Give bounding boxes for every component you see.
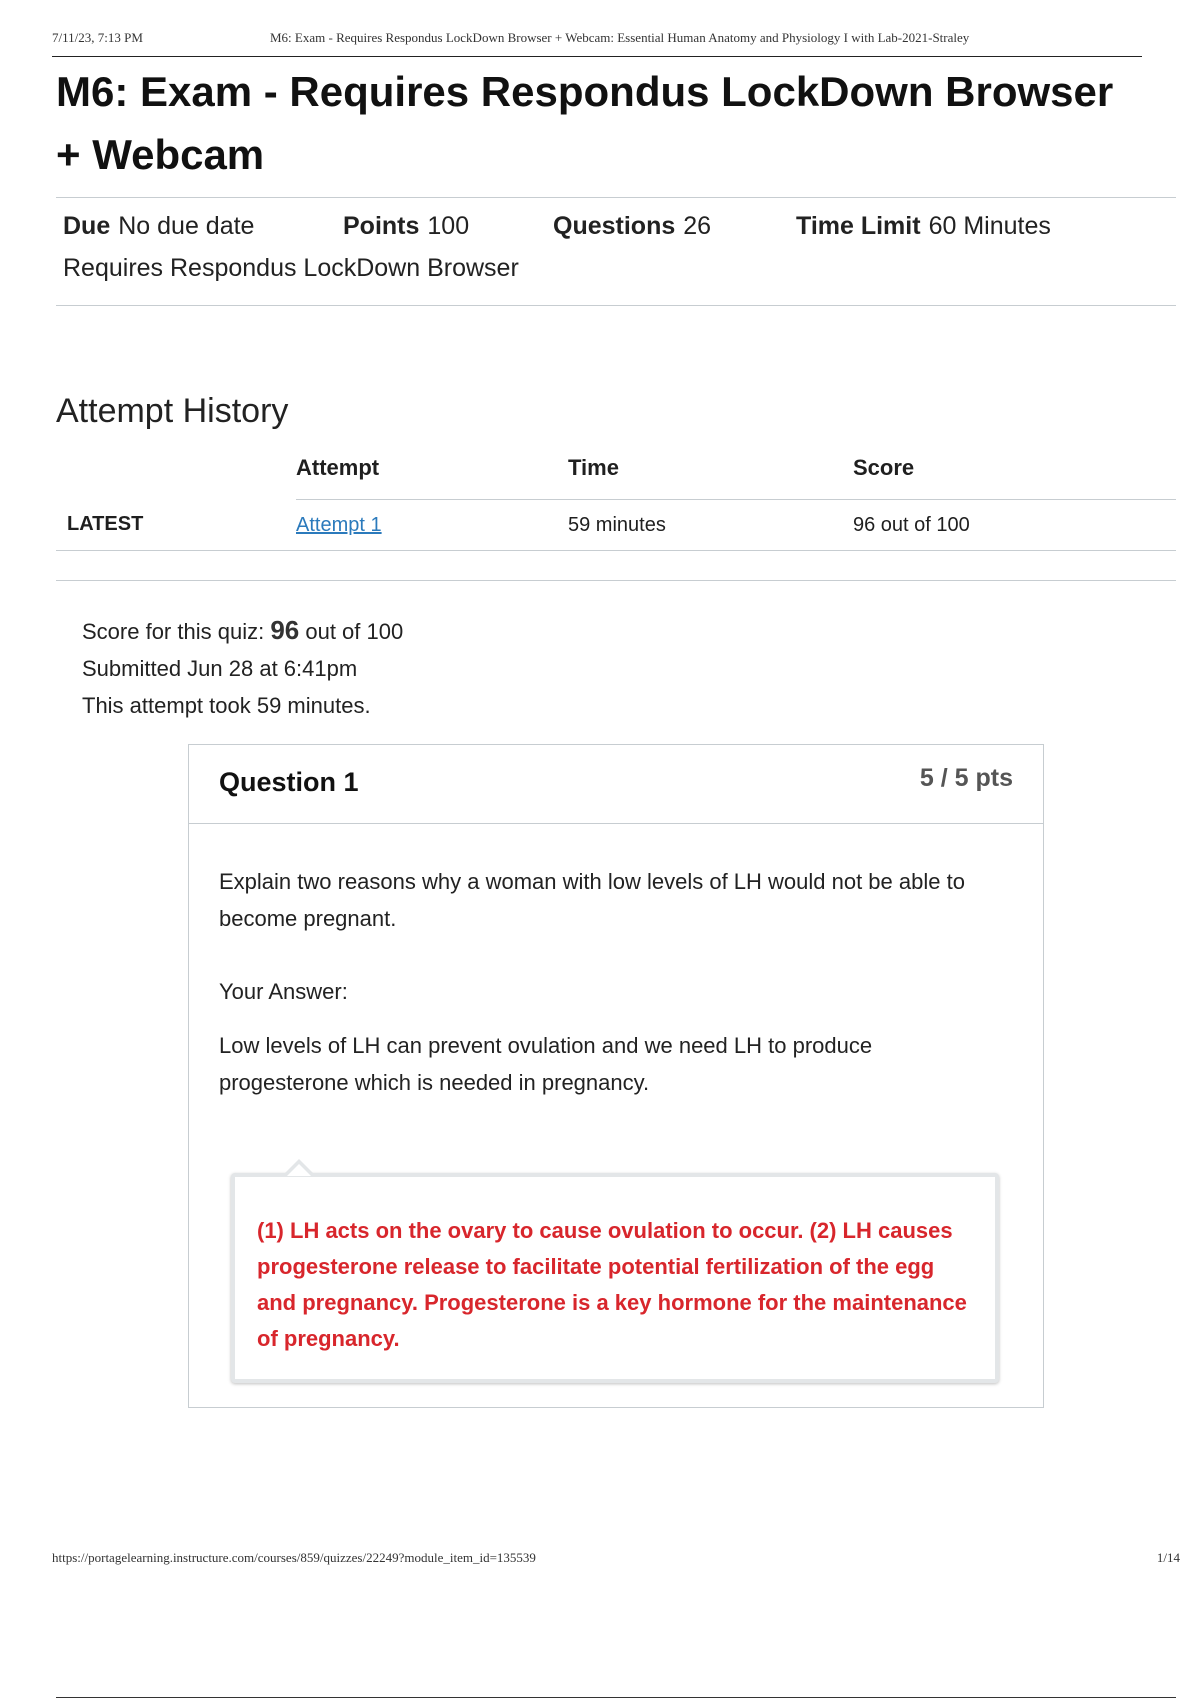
meta-divider bbox=[56, 305, 1176, 306]
meta-questions-value: 26 bbox=[683, 212, 712, 240]
meta-time-limit bbox=[796, 212, 1051, 241]
table-row bbox=[56, 500, 1176, 551]
question-text: Explain two reasons why a woman with low levels of LH would not be able to become pregnant. bbox=[219, 869, 965, 931]
column-header-attempt: Attempt bbox=[296, 455, 568, 500]
print-page-number: 1/14 bbox=[1156, 1550, 1180, 1565]
column-header-score: Score bbox=[853, 455, 1176, 500]
question-card bbox=[188, 744, 1044, 1408]
submitted-line: Submitted Jun 28 at 6:41pm bbox=[82, 656, 358, 681]
question-points: 5 / 5 pts bbox=[919, 764, 1013, 792]
print-doc-title: M6: Exam - Requires Respondus LockDown Browser + Webcam: Essential Human Anatomy and Physiology I with Lab-2021-Straley bbox=[270, 30, 970, 45]
print-date: 7/11/23, 7:13 PM bbox=[52, 30, 143, 45]
bottom-divider bbox=[56, 1697, 1176, 1698]
meta-points bbox=[343, 212, 469, 241]
attempt-time: 59 minutes bbox=[568, 500, 853, 551]
feedback-text: (1) LH acts on the ovary to cause ovulation to occur. (2) LH causes progesterone release to facilitate potential fertilization of the egg and pregnancy. Progesterone is a key hormone for the maintenance of pregnancy. bbox=[257, 1218, 967, 1351]
meta-points-value: 100 bbox=[427, 212, 470, 240]
title-divider bbox=[56, 197, 1176, 198]
attempt-status-latest: LATEST bbox=[56, 500, 296, 551]
meta-time-limit-value: 60 Minutes bbox=[928, 212, 1051, 240]
attempt-score: 96 out of 100 bbox=[853, 500, 1176, 551]
meta-questions bbox=[553, 212, 711, 241]
header-divider bbox=[52, 56, 1142, 57]
attempt-history-header-row bbox=[56, 455, 1176, 500]
feedback-caret-icon bbox=[283, 1159, 315, 1175]
duration-line: This attempt took 59 minutes. bbox=[82, 693, 371, 718]
page-title bbox=[56, 60, 1166, 186]
meta-time-limit-label: Time Limit bbox=[796, 212, 921, 240]
score-value: 96 bbox=[270, 615, 300, 645]
feedback-box bbox=[231, 1173, 999, 1383]
meta-points-label: Points bbox=[343, 212, 420, 240]
quiz-summary bbox=[82, 612, 403, 724]
attempt-history-heading: Attempt History bbox=[56, 392, 289, 430]
attempt-cell bbox=[296, 500, 568, 551]
score-prefix: Score for this quiz: bbox=[82, 619, 265, 644]
question-header bbox=[189, 745, 1043, 824]
answer-text: Low levels of LH can prevent ovulation and we need LH to produce progesterone which is needed in pregnancy. bbox=[219, 1033, 873, 1095]
meta-due-value: No due date bbox=[118, 212, 255, 240]
page-title-line-2: + Webcam bbox=[56, 131, 265, 178]
attempt-history-table bbox=[56, 455, 1176, 551]
print-url: https://portagelearning.instructure.com/courses/859/quizzes/22249?module_item_id=135539 bbox=[52, 1550, 536, 1565]
meta-due bbox=[63, 212, 254, 241]
meta-requirement: Requires Respondus LockDown Browser bbox=[63, 254, 519, 282]
score-line bbox=[82, 612, 403, 650]
history-divider bbox=[56, 580, 1176, 581]
column-header-status bbox=[56, 455, 296, 500]
attempt-1-link[interactable]: Attempt 1 bbox=[296, 513, 382, 536]
question-title: Question 1 bbox=[219, 767, 359, 797]
meta-due-label: Due bbox=[63, 212, 111, 240]
meta-questions-label: Questions bbox=[553, 212, 676, 240]
score-suffix: out of 100 bbox=[305, 619, 404, 644]
column-header-time: Time bbox=[568, 455, 853, 500]
page-title-line-1: M6: Exam - Requires Respondus LockDown Browser bbox=[56, 68, 1114, 115]
answer-label: Your Answer: bbox=[219, 979, 348, 1004]
